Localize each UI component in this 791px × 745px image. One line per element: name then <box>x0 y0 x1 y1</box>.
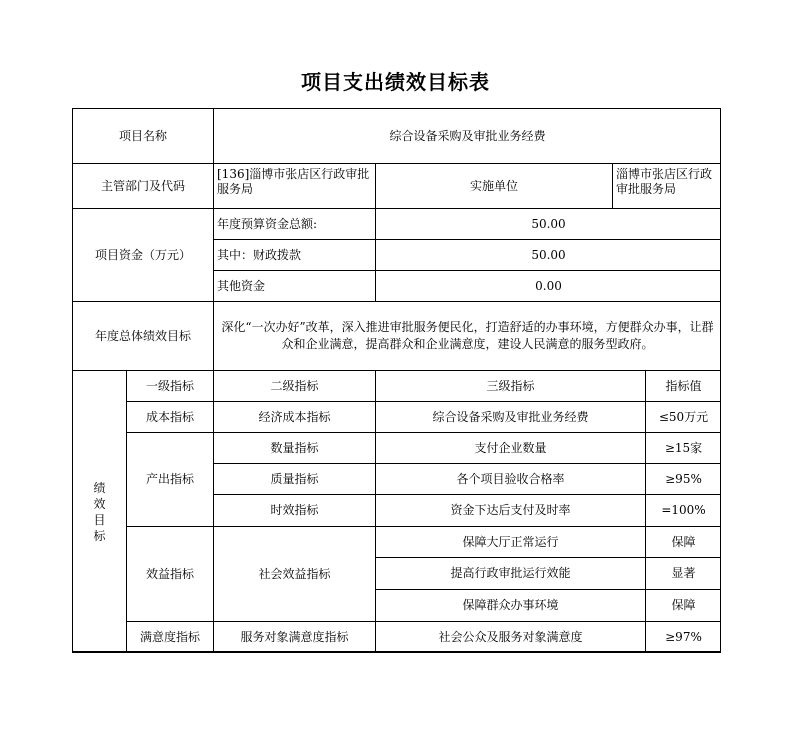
output-timeliness-level3: 资金下达后支付及时率 <box>375 494 645 526</box>
page-title: 项目支出绩效目标表 <box>301 70 490 94</box>
satisfaction-level3: 社会公众及服务对象满意度 <box>375 621 645 652</box>
funds-total-value: 50.00 <box>375 208 721 239</box>
header-value: 指标值 <box>645 370 721 401</box>
output-quantity-value: ≥15家 <box>645 432 721 463</box>
funds-total-label: 年度预算资金总额: <box>213 208 375 239</box>
annual-goal-text: 深化“一次办好”改革，深入推进审批服务便民化，打造舒适的办事环境，方便群众办事，让群众和企业满意，提高群众和企业满意度，建设人民满意的服务型政府。 <box>213 301 721 370</box>
department-label: 主管部门及代码 <box>72 163 213 208</box>
benefit-environment-value: 保障 <box>645 589 721 621</box>
indicators-section-label <box>72 370 126 652</box>
funds-label: 项目资金（万元） <box>72 208 213 301</box>
output-timeliness-value: =100% <box>645 494 721 526</box>
funds-other-value: 0.00 <box>375 270 721 301</box>
project-name-label: 项目名称 <box>72 108 213 163</box>
benefit-environment-level3: 保障群众办事环境 <box>375 589 645 621</box>
satisfaction-level1: 满意度指标 <box>126 621 213 652</box>
funds-fiscal-value: 50.00 <box>375 239 721 270</box>
table-right-border <box>720 108 721 652</box>
cost-level1: 成本指标 <box>126 401 213 432</box>
output-quantity-level2: 数量指标 <box>213 432 375 463</box>
benefit-efficiency-level3: 提高行政审批运行效能 <box>375 557 645 589</box>
cost-level3: 综合设备采购及审批业务经费 <box>375 401 645 432</box>
header-level2: 二级指标 <box>213 370 375 401</box>
output-quality-value: ≥95% <box>645 463 721 494</box>
project-name-value: 综合设备采购及审批业务经费 <box>213 108 721 163</box>
department-value: [136]淄博市张店区行政审批服务局 <box>213 163 375 208</box>
header-level1: 一级指标 <box>126 370 213 401</box>
output-quantity-level3: 支付企业数量 <box>375 432 645 463</box>
cost-level2: 经济成本指标 <box>213 401 375 432</box>
implementing-unit-label: 实施单位 <box>375 163 612 208</box>
output-level1: 产出指标 <box>126 432 213 526</box>
cost-value: ≤50万元 <box>645 401 721 432</box>
benefit-level1: 效益指标 <box>126 526 213 621</box>
funds-other-label: 其他资金 <box>213 270 375 301</box>
output-quality-level3: 各个项目验收合格率 <box>375 463 645 494</box>
output-timeliness-level2: 时效指标 <box>213 494 375 526</box>
annual-goal-label: 年度总体绩效目标 <box>72 301 213 370</box>
performance-table <box>72 108 721 652</box>
indicators-section-text: 绩 效 目 标 <box>93 480 106 543</box>
benefit-hall-value: 保障 <box>645 526 721 557</box>
output-quality-level2: 质量指标 <box>213 463 375 494</box>
benefit-level2: 社会效益指标 <box>213 526 375 621</box>
benefit-efficiency-value: 显著 <box>645 557 721 589</box>
funds-fiscal-label: 其中：财政拨款 <box>213 239 375 270</box>
implementing-unit-value: 淄博市张店区行政审批服务局 <box>612 163 721 208</box>
table-bottom-border-double <box>72 652 721 653</box>
header-level3: 三级指标 <box>375 370 645 401</box>
satisfaction-level2: 服务对象满意度指标 <box>213 621 375 652</box>
benefit-hall-level3: 保障大厅正常运行 <box>375 526 645 557</box>
satisfaction-value: ≥97% <box>645 621 721 652</box>
